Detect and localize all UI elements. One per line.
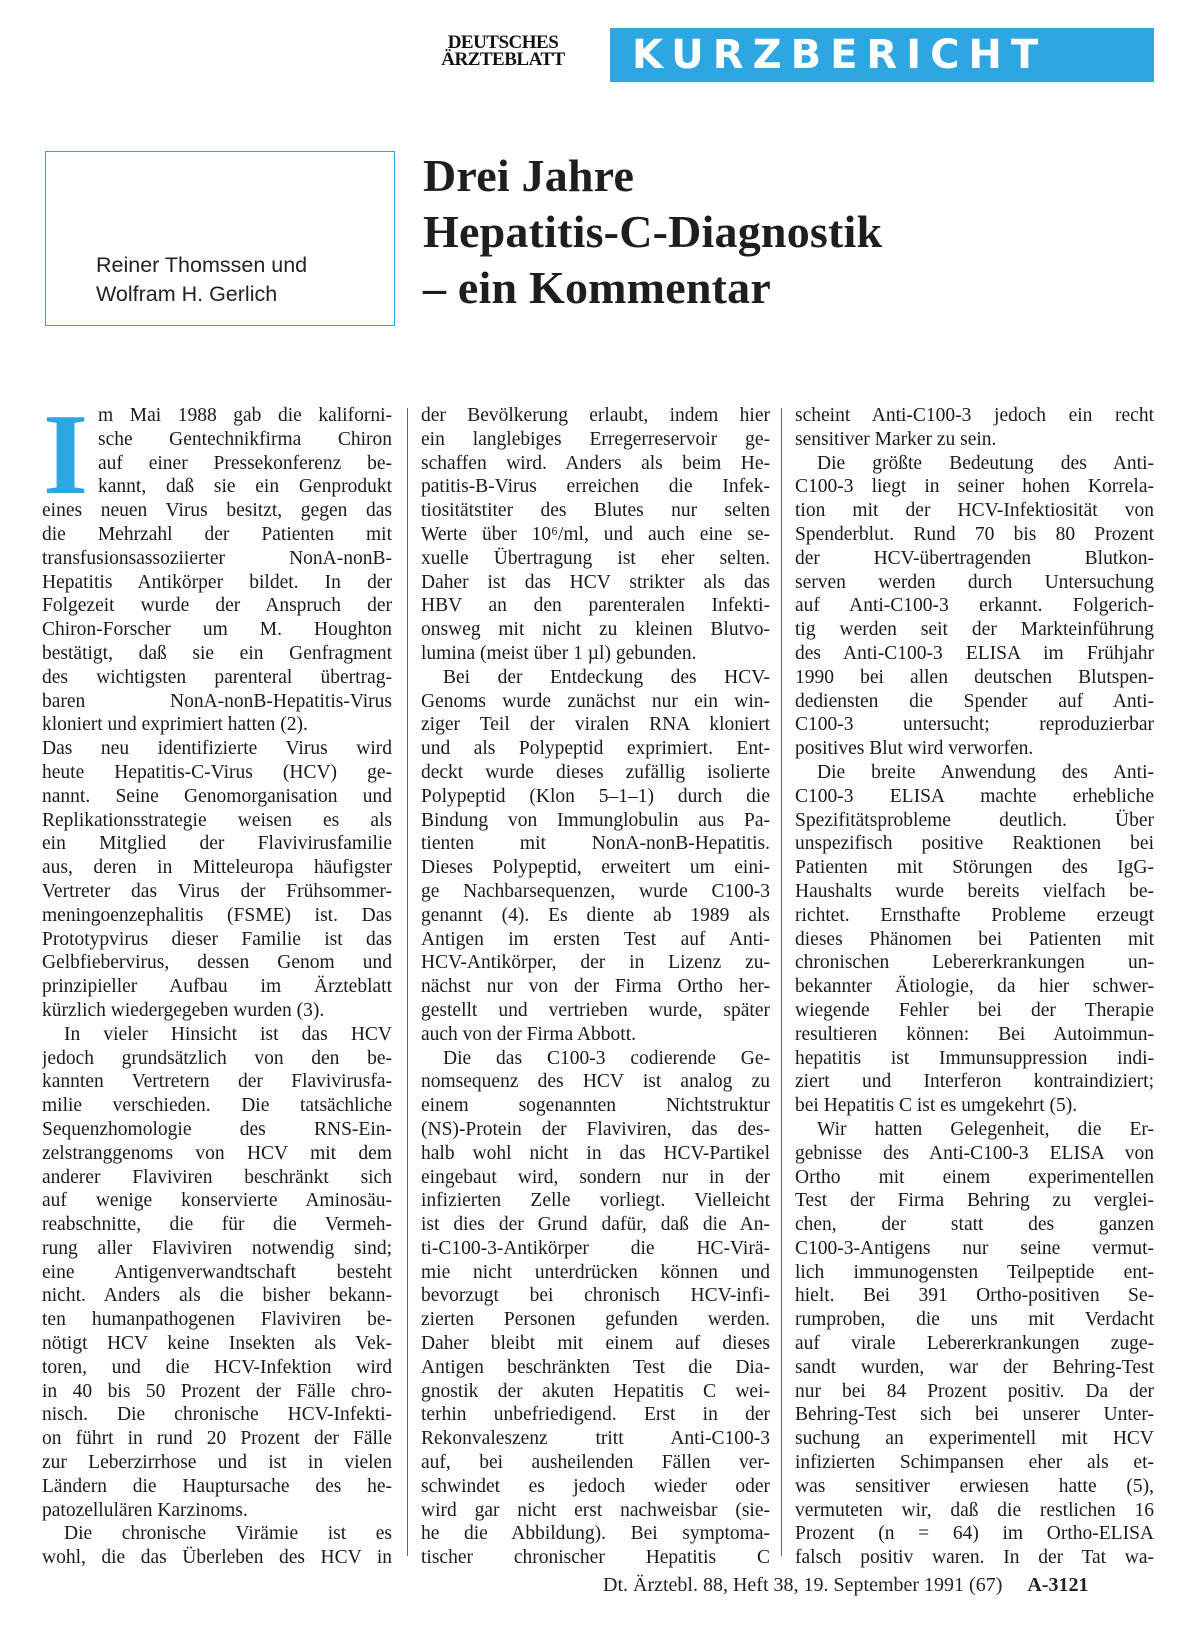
text-line: HBV an den parenteralen Infekti- bbox=[421, 595, 770, 617]
text-line: lumina (meist über 1 µl) gebunden. bbox=[421, 642, 697, 664]
text-line: Die größte Bedeutung des Anti- bbox=[817, 452, 1154, 474]
text-line: Genoms wurde zunächst nur ein win- bbox=[421, 690, 770, 712]
masthead-line-1: DEUTSCHES bbox=[447, 32, 559, 53]
text-line: 1990 bei allen deutschen Blutspen- bbox=[795, 666, 1154, 688]
text-line: C100-3 untersucht; reproduzierbar bbox=[795, 714, 1154, 736]
text-line: kannten Vertretern der Flavivirusfa- bbox=[42, 1071, 392, 1093]
text-line: prinzipieller Aufbau im Ärzteblatt bbox=[42, 976, 392, 998]
text-line: HCV-Antikörper, der in Lizenz zu- bbox=[421, 952, 770, 974]
text-line: dediensten die Spender auf Anti- bbox=[795, 690, 1154, 712]
text-line: auf, bei ausheilenden Fällen ver- bbox=[421, 1452, 770, 1474]
column-divider bbox=[407, 408, 408, 1556]
text-line: ziert und Interferon kontraindiziert; bbox=[795, 1071, 1154, 1093]
text-line: toren, und die HCV-Infektion wird bbox=[42, 1356, 392, 1378]
text-line: zierten Personen gefunden werden. bbox=[421, 1309, 770, 1331]
text-line: nicht. Anders als die bisher bekann- bbox=[42, 1285, 392, 1307]
text-line: bestätigt, daß sie ein Genfragment bbox=[42, 642, 392, 664]
text-line: ist dies der Grund dafür, daß die An- bbox=[421, 1214, 770, 1236]
text-line: gnostik der akuten Hepatitis C wei- bbox=[421, 1380, 770, 1402]
text-line: serven werden durch Untersuchung bbox=[795, 571, 1154, 593]
page-footer bbox=[603, 1574, 1088, 1597]
text-line: Rekonvaleszenz tritt Anti-C100-3 bbox=[421, 1428, 770, 1450]
text-line: nötigt HCV keine Insekten als Vek- bbox=[42, 1333, 392, 1355]
text-line: Bindung von Immunglobulin aus Pa- bbox=[421, 809, 770, 831]
text-line: on führt in rund 20 Prozent der Fälle bbox=[42, 1428, 392, 1450]
text-line: die Mehrzahl der Patienten mit bbox=[42, 523, 392, 545]
text-line: unspezifisch positive Reaktionen bei bbox=[795, 833, 1154, 855]
text-line: Chiron-Forscher um M. Houghton bbox=[42, 619, 392, 641]
article-title bbox=[423, 148, 1163, 316]
text-line: bevorzugt bei chronisch HCV-infi- bbox=[421, 1285, 770, 1307]
title-line-1: Drei Jahre bbox=[423, 150, 635, 201]
text-line: des Anti-C100-3 ELISA im Frühjahr bbox=[795, 642, 1154, 664]
text-line: Spezifitätsprobleme deutlich. Über bbox=[795, 809, 1154, 831]
text-line: nächst nur von der Firma Ortho her- bbox=[421, 976, 770, 998]
text-line: ein Mitglied der Flavivirusfamilie bbox=[42, 833, 392, 855]
text-line: deckt wurde dieses zufällig isolierte bbox=[421, 761, 770, 783]
text-line: C100-3 liegt in seiner hohen Korrela- bbox=[795, 476, 1154, 498]
text-line: Spenderblut. Rund 70 bis 80 Prozent bbox=[795, 523, 1154, 545]
text-line: C100-3 ELISA machte erhebliche bbox=[795, 785, 1154, 807]
text-line: nomsequenz des HCV ist analog zu bbox=[421, 1071, 770, 1093]
text-line: tion mit der HCV-Infektiosität von bbox=[795, 500, 1154, 522]
text-line: sensitiver Marker zu sein. bbox=[795, 428, 997, 450]
text-line: der HCV-übertragenden Blutkon- bbox=[795, 547, 1154, 569]
text-line: patitis-B-Virus erreichen die Infek- bbox=[421, 476, 770, 498]
text-line: Sequenzhomologie des RNS-Ein- bbox=[42, 1118, 392, 1140]
text-line: tischer chronischer Hepatitis C bbox=[421, 1547, 770, 1569]
text-line: tiositätstiter des Blutes nur selten bbox=[421, 500, 770, 522]
text-line: Hepatitis Antikörper bildet. In der bbox=[42, 571, 392, 593]
text-line: ein langlebiges Erregerreservoir ge- bbox=[421, 428, 770, 450]
text-line: scheint Anti-C100-3 jedoch ein recht bbox=[795, 405, 1154, 426]
drop-cap: I bbox=[43, 391, 89, 519]
text-line: gebnisse des Anti-C100-3 ELISA von bbox=[795, 1142, 1154, 1164]
text-line: ziger Teil der viralen RNA kloniert bbox=[421, 714, 770, 736]
text-line: einem sogenannten Nichtstruktur bbox=[421, 1095, 770, 1117]
text-line: onsweg mit nicht zu kleinen Blutvo- bbox=[421, 619, 770, 641]
text-line: zelstranggenoms von HCV mit dem bbox=[42, 1142, 392, 1164]
text-line: bei Hepatitis C ist es umgekehrt (5). bbox=[795, 1095, 1078, 1117]
text-line: Folgezeit wurde der Anspruch der bbox=[42, 595, 392, 617]
author-line-2: Wolfram H. Gerlich bbox=[96, 282, 278, 306]
text-line: falsch positiv waren. In der Tat wa- bbox=[795, 1547, 1154, 1569]
text-line: Prototypvirus dieser Familie ist das bbox=[42, 928, 392, 950]
text-column-1 bbox=[42, 391, 392, 1570]
text-line: aus, deren in Mitteleuropa häufigster bbox=[42, 857, 392, 879]
text-line: sche Gentechnikfirma Chiron bbox=[98, 428, 392, 450]
text-line: kürzlich wiedergegeben wurden (3). bbox=[42, 999, 325, 1021]
text-line: wiegende Fehler bei der Therapie bbox=[795, 999, 1154, 1021]
text-line: resultieren können: Bei Autoimmun- bbox=[795, 1023, 1154, 1045]
text-line: Die chronische Virämie ist es bbox=[64, 1523, 392, 1545]
text-line: kannt, daß sie ein Genprodukt bbox=[98, 476, 392, 498]
author-line-1: Reiner Thomssen und bbox=[96, 253, 308, 277]
text-line: terhin unbefriedigend. Erst in der bbox=[421, 1404, 770, 1426]
text-line: Ortho mit einem experimentellen bbox=[795, 1166, 1154, 1188]
text-line: wird gar nicht erst nachweisbar (sie- bbox=[421, 1499, 770, 1521]
text-line: anderer Flaviviren beschränkt sich bbox=[42, 1166, 392, 1188]
text-line: Test der Firma Behring zu verglei- bbox=[795, 1190, 1154, 1212]
text-line: In vieler Hinsicht ist das HCV bbox=[64, 1023, 392, 1045]
text-line: halb wohl nicht in das HCV-Partikel bbox=[421, 1142, 770, 1164]
text-line: meningoenzephalitis (FSME) ist. Das bbox=[42, 904, 392, 926]
text-line: Patienten mit Störungen des IgG- bbox=[795, 857, 1154, 879]
text-line: richtet. Ernsthafte Probleme erzeugt bbox=[795, 904, 1154, 926]
text-line: jedoch grundsätzlich von den be- bbox=[42, 1047, 392, 1069]
text-line: chronischen Lebererkrankungen un- bbox=[795, 952, 1154, 974]
text-line: wohl, die das Überleben des HCV in bbox=[42, 1547, 392, 1569]
text-line: schaffen wird. Anders als beim He- bbox=[421, 452, 770, 474]
text-line: lich immunogensten Teilpeptide ent- bbox=[795, 1261, 1154, 1283]
text-column-2 bbox=[421, 404, 770, 1570]
text-line: ten humanpathogenen Flaviviren be- bbox=[42, 1309, 392, 1331]
text-line: Daher bleibt mit einem auf dieses bbox=[421, 1333, 770, 1355]
journal-masthead bbox=[424, 34, 582, 68]
text-line: schwindet es jedoch wieder oder bbox=[421, 1475, 770, 1497]
text-line: infizierten Zelle vorliegt. Vielleicht bbox=[421, 1190, 770, 1212]
text-line: Behring-Test sich bei unserer Unter- bbox=[795, 1404, 1154, 1426]
text-line: eingebaut wird, sondern nur in der bbox=[421, 1166, 770, 1188]
text-line: auf Anti-C100-3 erkannt. Folgerich- bbox=[795, 595, 1154, 617]
text-line: Wir hatten Gelegenheit, die Er- bbox=[817, 1118, 1154, 1140]
text-line: xuelle Übertragung ist eher selten. bbox=[421, 547, 770, 569]
text-line: vermuteten wir, daß die restlichen 16 bbox=[795, 1499, 1154, 1521]
text-line: C100-3-Antigens nur seine vermut- bbox=[795, 1237, 1154, 1259]
text-line: Replikationsstrategie weisen es als bbox=[42, 809, 392, 831]
text-line: hielt. Bei 391 Ortho-positiven Se- bbox=[795, 1285, 1154, 1307]
text-line: Antigen im ersten Test auf Anti- bbox=[421, 928, 770, 950]
text-line: ge Nachbarsequenzen, wurde C100-3 bbox=[421, 880, 770, 902]
text-line: heute Hepatitis-C-Virus (HCV) ge- bbox=[42, 761, 392, 783]
footer-citation: Dt. Ärztebl. 88, Heft 38, 19. September 1991 (67) bbox=[603, 1574, 1003, 1596]
text-line: des wichtigsten parenteral übertrag- bbox=[42, 666, 392, 688]
text-line: kloniert und exprimiert hatten (2). bbox=[42, 714, 308, 736]
text-line: und als Polypeptid exprimiert. Ent- bbox=[421, 738, 770, 760]
author-box bbox=[45, 151, 395, 326]
text-line: chen, der statt des ganzen bbox=[795, 1214, 1154, 1236]
text-line: mie nicht unterdrücken können und bbox=[421, 1261, 770, 1283]
text-line: Daher ist das HCV strikter als das bbox=[421, 571, 770, 593]
text-line: auf wenige konservierte Aminosäu- bbox=[42, 1190, 392, 1212]
masthead-line-2: ÄRZTEBLATT bbox=[441, 49, 565, 70]
text-line: Dieses Polypeptid, erweitert um eini- bbox=[421, 857, 770, 879]
text-line: Das neu identifizierte Virus wird bbox=[42, 738, 392, 760]
text-line: Die breite Anwendung des Anti- bbox=[817, 761, 1154, 783]
text-line: tienten mit NonA-nonB-Hepatitis. bbox=[421, 833, 770, 855]
text-line: Ländern die Hauptursache des he- bbox=[42, 1475, 392, 1497]
text-line: reabschnitte, die für die Vermeh- bbox=[42, 1214, 392, 1236]
text-line: in 40 bis 50 Prozent der Fälle chro- bbox=[42, 1380, 392, 1402]
text-line: Polypeptid (Klon 5–1–1) durch die bbox=[421, 785, 770, 807]
text-line: Werte über 10⁶/ml, und auch eine se- bbox=[421, 523, 770, 545]
text-line: sandt wurden, war der Behring-Test bbox=[795, 1356, 1154, 1378]
text-line: he die Abbildung). Bei symptoma- bbox=[421, 1523, 770, 1545]
text-line: (NS)-Protein der Flaviviren, das des- bbox=[421, 1118, 770, 1140]
text-line: zur Leberzirrhose und ist in vielen bbox=[42, 1452, 392, 1474]
text-line: patozellulären Karzinoms. bbox=[42, 1499, 248, 1521]
text-line: dieses Phänomen bei Patienten mit bbox=[795, 928, 1154, 950]
text-line: auf virale Lebererkrankungen zuge- bbox=[795, 1333, 1154, 1355]
text-line: milie verschieden. Die tatsächliche bbox=[42, 1095, 392, 1117]
text-line: nannt. Seine Genomorganisation und bbox=[42, 785, 392, 807]
text-line: infizierten Schimpansen eher als et- bbox=[795, 1452, 1154, 1474]
text-line: ti-C100-3-Antikörper die HC-Virä- bbox=[421, 1237, 770, 1259]
title-line-3: – ein Kommentar bbox=[423, 262, 771, 313]
text-line: nisch. Die chronische HCV-Infekti- bbox=[42, 1404, 392, 1426]
title-line-2: Hepatitis-C-Diagnostik bbox=[423, 206, 883, 257]
column-divider bbox=[781, 408, 782, 1556]
text-line: was sensitiver erwiesen hatte (5), bbox=[795, 1475, 1154, 1497]
text-line: auf einer Pressekonferenz be- bbox=[98, 452, 392, 474]
text-line: Haushalts wurde bereits vielfach be- bbox=[795, 880, 1154, 902]
text-column-3 bbox=[795, 404, 1154, 1570]
text-line: hepatitis ist Immunsuppression indi- bbox=[795, 1047, 1154, 1069]
text-line: Die das C100-3 codierende Ge- bbox=[443, 1047, 770, 1069]
page-number: A-3121 bbox=[1027, 1574, 1089, 1596]
section-label: KURZBERICHT bbox=[610, 28, 1154, 82]
text-line: gestellt und vertrieben wurde, später bbox=[421, 999, 770, 1021]
text-line: positives Blut wird verworfen. bbox=[795, 738, 1034, 760]
text-line: auch von der Firma Abbott. bbox=[421, 1023, 637, 1045]
text-line: nur bei 84 Prozent positiv. Da der bbox=[795, 1380, 1154, 1402]
text-line: rung aller Flaviviren notwendig sind; bbox=[42, 1237, 392, 1259]
text-line: tig werden seit der Markteinführung bbox=[795, 619, 1154, 641]
text-line: suchung an experimentell mit HCV bbox=[795, 1428, 1154, 1450]
text-line: eine Antigenverwandtschaft besteht bbox=[42, 1261, 392, 1283]
text-line: eines neuen Virus besitzt, gegen das bbox=[42, 500, 392, 522]
text-line: transfusionsassoziierter NonA-nonB- bbox=[42, 547, 392, 569]
text-line: der Bevölkerung erlaubt, indem hier bbox=[421, 405, 770, 426]
text-line: m Mai 1988 gab die kaliforni- bbox=[98, 405, 392, 426]
authors bbox=[96, 251, 386, 309]
text-line: Prozent (n = 64) im Ortho-ELISA bbox=[795, 1523, 1154, 1545]
text-line: rumproben, die uns mit Verdacht bbox=[795, 1309, 1154, 1331]
text-line: Gelbfiebervirus, dessen Genom und bbox=[42, 952, 392, 974]
text-line: genannt (4). Es diente ab 1989 als bbox=[421, 904, 770, 926]
text-line: Vertreter das Virus der Frühsommer- bbox=[42, 880, 392, 902]
text-line: bekannter Ätiologie, da hier schwer- bbox=[795, 976, 1154, 998]
text-line: Antigen beschränkten Test die Dia- bbox=[421, 1356, 770, 1378]
text-line: Bei der Entdeckung des HCV- bbox=[443, 666, 770, 688]
text-line: baren NonA-nonB-Hepatitis-Virus bbox=[42, 690, 392, 712]
